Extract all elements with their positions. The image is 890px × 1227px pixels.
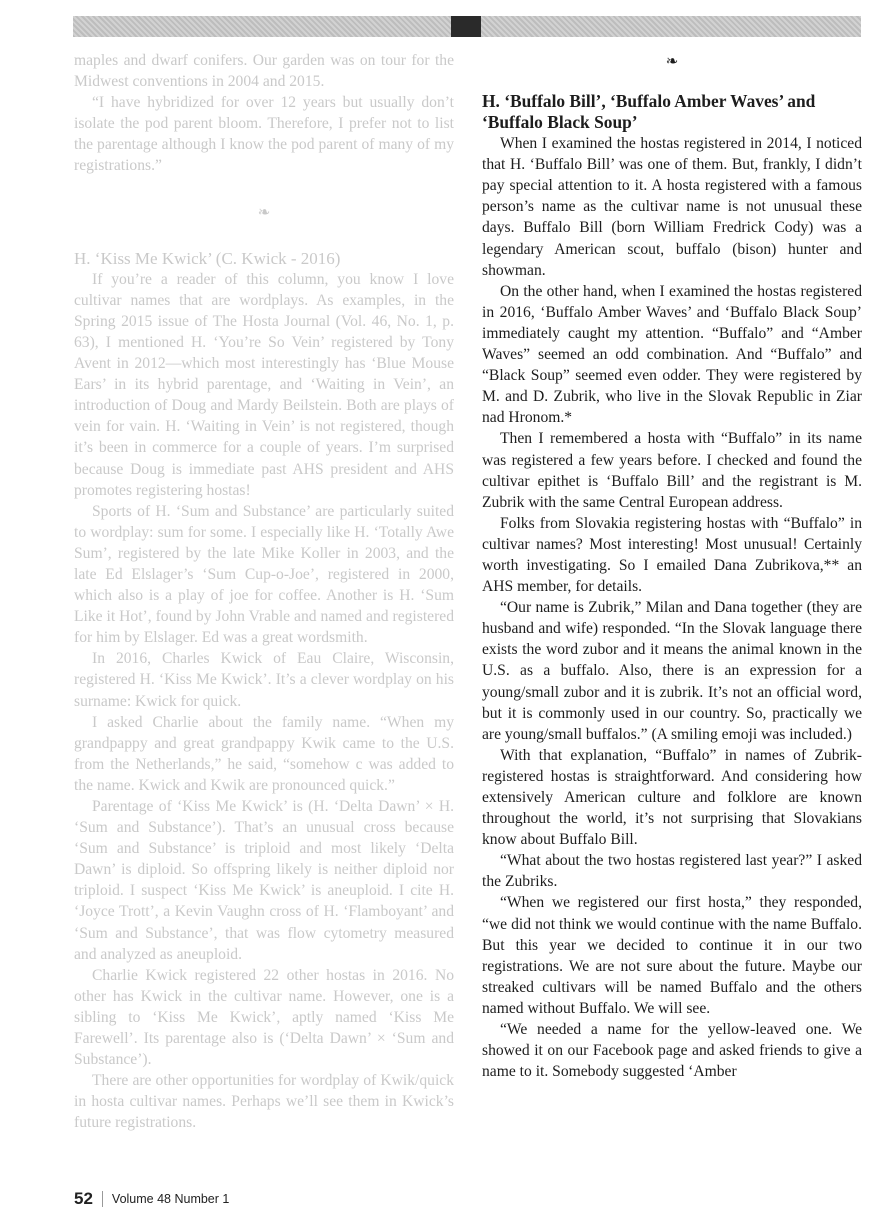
right-paragraph-4: Folks from Slovakia registering hostas with “Buffalo” in cultivar names? Most interesting! Most unusual! Certainly worth investigating. So I emailed Dana Zubrikova,** an AHS member, for details. (482, 514, 862, 596)
right-paragraph-6: With that explanation, “Buffalo” in names of Zubrik-registered hostas is straightforward. And considering how extensively American culture and folklore are known throughout the world, it’s not surprising that Slovakians know about Buffalo Bill. (482, 746, 862, 849)
left-paragraph-3: If you’re a reader of this column, you know I love cultivar names that are wordplays. As examples, in the Spring 2015 issue of The Hosta Journal (Vol. 46, No. 1, p. 63), I mentioned H. ‘You’re So Vein’ registered by Tony Avent in 2012—which most interestingly has ‘Blue Mouse Ears’ in its hybrid parentage, and ‘Waiting in Vein’, an introduction of Doug and Mardy Beilstein. Both are plays of vein for vain. H. ‘Waiting in Vein’ is not registered, though it’s been in commerce for a couple of years. I’m surprised because Doug is immediate past AHS president and AHS promotes registering hostas! (74, 270, 454, 499)
header-decorative-bar (73, 16, 861, 37)
right-paragraph-2: On the other hand, when I examined the hostas registered in 2016, ‘Buffalo Amber Waves’ and ‘Buffalo Black Soup’ immediately caught my attention. “Buffalo” and “Amber Waves” seemed an odd combination. And “Buffalo” and “Black Soup” seemed even odder. They were registered by M. and D. Zubrik, who live in the Slovak Republic in Ziar nad Hronom.* (482, 282, 862, 427)
left-paragraph-6: I asked Charlie about the family name. “When my grandpappy and great grandpappy Kwik came to the U.S. from the Netherlands,” he said, “somehow c was added to the name. Kwick and Kwik are pronounced quick.” (74, 713, 454, 794)
right-paragraph-8: “When we registered our first hosta,” they responded, “we did not think we would continue with the name Buffalo. But this year we decided to continue it in our two registrations. We are not sure about the future. Maybe our streaked cultivars will be named Buffalo and the others named without Buffalo. We will see. (482, 894, 862, 1017)
section-heading-kiss-me-kwick: H. ‘Kiss Me Kwick’ (C. Kwick - 2016) (74, 248, 341, 268)
right-column (482, 50, 862, 1082)
left-paragraph-5: In 2016, Charles Kwick of Eau Claire, Wisconsin, registered H. ‘Kiss Me Kwick’. It’s a clever wordplay on his surname: Kwick for quick. (74, 650, 454, 710)
right-paragraph-9: “We needed a name for the yellow-leaved one. We showed it on our Facebook page and asked friends to give a name to it. Somebody suggested ‘Amber (482, 1021, 862, 1081)
left-paragraph-1: maples and dwarf conifers. Our garden was on tour for the Midwest conventions in 2004 and 2015. (74, 52, 454, 91)
right-paragraph-3: Then I remembered a hosta with “Buffalo” in its name was registered a few years before. I checked and found the cultivar epithet is ‘Buffalo Bill’ and the registrant is M. Zubrik with the same Central European address. (482, 430, 862, 511)
footer-divider (102, 1191, 103, 1207)
page-number: 52 (74, 1189, 93, 1208)
left-paragraph-7: Parentage of ‘Kiss Me Kwick’ is (H. ‘Delta Dawn’ × H. ‘Sum and Substance’). That’s an unusual cross because ‘Sum and Substance’ is triploid and most likely ‘Delta Dawn’ is diploid. So offspring likely is neither diploid nor triploid. I suspect ‘Kiss Me Kwick’ is aneuploid. I cite H. ‘Joyce Trott’, a Kevin Vaughn cross of H. ‘Flamboyant’ and ‘Sum and Substance’, that was flow cytometry measured and analyzed as aneuploid. (74, 798, 454, 963)
page-footer (74, 1189, 229, 1209)
left-paragraph-4: Sports of H. ‘Sum and Substance’ are particularly suited to wordplay: sum for some. I especially like H. ‘Totally Awe Sum’, registered by the late Mike Koller in 2003, and the late Ed Elslager’s ‘Sum Cup-o-Joe’, registered in 2000, which also is a play of joe for coffee. Another is H. ‘Sum Like it Hot’, found by John Vrable and named and registered for him by Elslager. Ed was a great wordsmith. (74, 502, 454, 647)
right-paragraph-1: When I examined the hostas registered in 2014, I noticed that H. ‘Buffalo Bill’ was one of them. But, frankly, I didn’t pay special attention to it. A hosta registered with a famous person’s name as the cultivar name is not unusual these days. Buffalo Bill (born William Fredrick Cody) was a legendary American scout, buffalo (bison) hunter and showman. (482, 135, 862, 279)
left-column (74, 50, 454, 1134)
left-paragraph-8: Charlie Kwick registered 22 other hostas in 2016. No other has Kwick in the cultivar name. However, one is a sibling to ‘Kiss Me Kwick’, aptly named ‘Kiss Me Farewell’. Its parentage also is (‘Delta Dawn’ × ‘Sum and Substance’). (74, 966, 454, 1069)
ornament-icon: ❧ (257, 204, 271, 221)
header-bar-marker (451, 16, 481, 37)
right-paragraph-5: “Our name is Zubrik,” Milan and Dana together (they are husband and wife) responded. “In the Slovak language there exists the word zubor and it means the animal known in the U.S. as a buffalo. Also, there is an expression for a young/small zubor and it is zubrik. It’s not an official word, but it is commonly used in our country. So, practically we are young/small buffalos.” (A smiling emoji was included.) (482, 599, 862, 743)
right-paragraph-7: “What about the two hostas registered last year?” I asked the Zubriks. (482, 852, 862, 891)
left-paragraph-9: There are other opportunities for wordplay of Kwik/quick in hosta cultivar names. Perhaps we’ll see them in Kwick’s future registrations. (74, 1072, 454, 1132)
left-paragraph-2: “I have hybridized for over 12 years but usually don’t isolate the pod parent bloom. Therefore, I prefer not to list the parentage although I know the pod parent of many of my registrations.” (74, 94, 454, 175)
volume-label: Volume 48 Number 1 (111, 1192, 230, 1206)
ornament-icon: ❧ (665, 54, 679, 70)
section-heading-buffalo: H. ‘Buffalo Bill’, ‘Buffalo Amber Waves’ and ‘Buffalo Black Soup’ (482, 91, 816, 133)
